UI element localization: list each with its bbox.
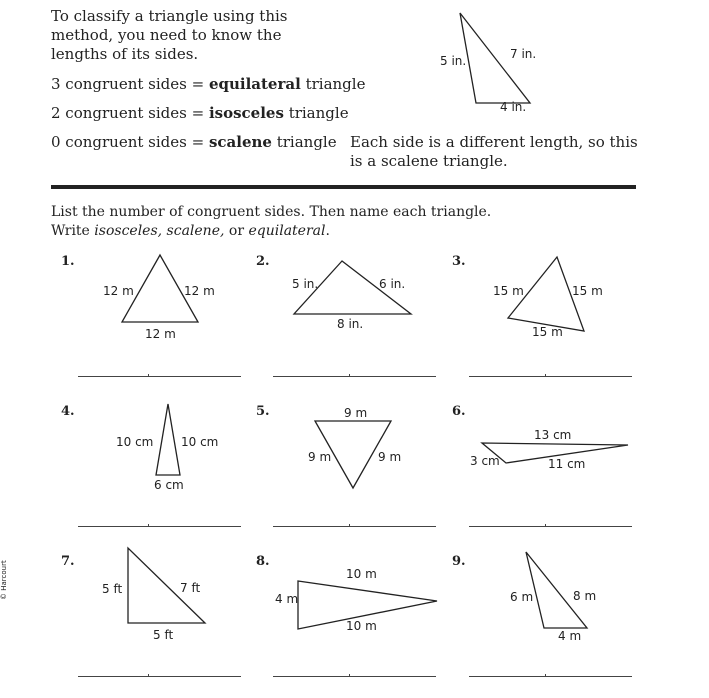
problem-number: 7. xyxy=(61,554,75,569)
triangle-4-label-left: 10 cm xyxy=(116,435,154,449)
triangle-9-label-left: 6 m xyxy=(510,590,534,604)
example-label-left: 5 in. xyxy=(440,54,467,68)
triangle-4-shape xyxy=(156,404,180,475)
triangle-1-label-bottom: 12 m xyxy=(145,327,176,341)
triangle-4-label-right: 10 cm xyxy=(181,435,219,449)
intro-line-2: method, you need to know the xyxy=(51,26,282,44)
problem-number: 6. xyxy=(452,404,466,419)
triangle-2-label-left: 5 in. xyxy=(292,277,319,291)
triangle-9-label-bottom: 4 m xyxy=(558,629,582,643)
answer-line-5[interactable] xyxy=(273,526,436,527)
triangle-2 xyxy=(280,255,430,335)
problem-number: 8. xyxy=(256,554,270,569)
copyright-credit: © Harcourt xyxy=(0,560,8,600)
triangle-8-label-bottom: 10 m xyxy=(346,619,377,633)
answer-line-4[interactable] xyxy=(78,526,241,527)
problem-number: 2. xyxy=(256,254,270,269)
triangle-3 xyxy=(490,252,620,347)
triangle-1-label-right: 12 m xyxy=(184,284,215,298)
intro-text xyxy=(51,7,288,64)
example-label-right: 7 in. xyxy=(510,47,537,61)
instructions-line-2: Write isosceles, scalene, or equilateral. xyxy=(51,223,330,239)
triangle-7-label-right: 7 ft xyxy=(180,581,201,595)
rule-scalene: 0 congruent sides = scalene triangle xyxy=(51,133,337,151)
triangle-5 xyxy=(300,402,420,497)
triangle-1 xyxy=(95,250,225,345)
example-label-bottom: 4 in. xyxy=(500,100,527,114)
answer-line-7[interactable] xyxy=(78,676,241,677)
example-caption: Each side is a different length, so this is a scalene triangle. xyxy=(350,133,638,170)
instructions-line-1: List the number of congruent sides. Then name each triangle. xyxy=(51,204,492,220)
problem-number: 5. xyxy=(256,404,270,419)
triangle-5-label-top: 9 m xyxy=(344,406,368,420)
term-scalene: scalene xyxy=(208,133,272,151)
answer-line-2[interactable] xyxy=(273,376,436,377)
triangle-8-label-top: 10 m xyxy=(346,567,377,581)
triangle-3-label-left: 15 m xyxy=(493,284,524,298)
term-isosceles: isosceles xyxy=(208,104,284,122)
answer-line-3[interactable] xyxy=(469,376,632,377)
triangle-4-label-bottom: 6 cm xyxy=(154,478,184,492)
problem-number: 9. xyxy=(452,554,466,569)
section-divider xyxy=(51,185,636,189)
triangle-8-label-left: 4 m xyxy=(275,592,299,606)
triangle-6-label-left: 3 cm xyxy=(470,454,500,468)
rule-equilateral: 3 congruent sides = equilateral triangle xyxy=(51,75,366,93)
triangle-9-label-right: 8 m xyxy=(573,589,597,603)
instructions xyxy=(51,203,491,241)
rule-isosceles: 2 congruent sides = isosceles triangle xyxy=(51,104,349,122)
triangle-1-label-left: 12 m xyxy=(103,284,134,298)
triangle-5-label-right: 9 m xyxy=(378,450,402,464)
example-triangle xyxy=(430,5,570,120)
triangle-9 xyxy=(505,545,620,645)
triangle-7-label-bottom: 5 ft xyxy=(153,628,174,642)
problem-number: 4. xyxy=(61,404,75,419)
triangle-5-label-left: 9 m xyxy=(308,450,332,464)
triangle-2-label-bottom: 8 in. xyxy=(337,317,364,331)
triangle-4 xyxy=(110,400,230,495)
triangle-6-label-bottom: 11 cm xyxy=(548,457,586,471)
triangle-6 xyxy=(465,422,635,477)
answer-line-6[interactable] xyxy=(469,526,632,527)
triangle-7-label-left: 5 ft xyxy=(102,582,123,596)
term-equilateral: equilateral xyxy=(208,75,301,93)
triangle-6-label-top: 13 cm xyxy=(534,428,572,442)
intro-line-3: lengths of its sides. xyxy=(51,45,199,63)
answer-line-1[interactable] xyxy=(78,376,241,377)
intro-line-1: To classify a triangle using this xyxy=(51,7,288,25)
triangle-3-label-bottom: 15 m xyxy=(532,325,563,339)
problem-number: 3. xyxy=(452,254,466,269)
triangle-8 xyxy=(270,560,445,640)
triangle-3-label-right: 15 m xyxy=(572,284,603,298)
triangle-7 xyxy=(95,542,225,647)
problem-number: 1. xyxy=(61,254,75,269)
answer-line-8[interactable] xyxy=(273,676,436,677)
answer-line-9[interactable] xyxy=(469,676,632,677)
triangle-2-label-right: 6 in. xyxy=(379,277,406,291)
